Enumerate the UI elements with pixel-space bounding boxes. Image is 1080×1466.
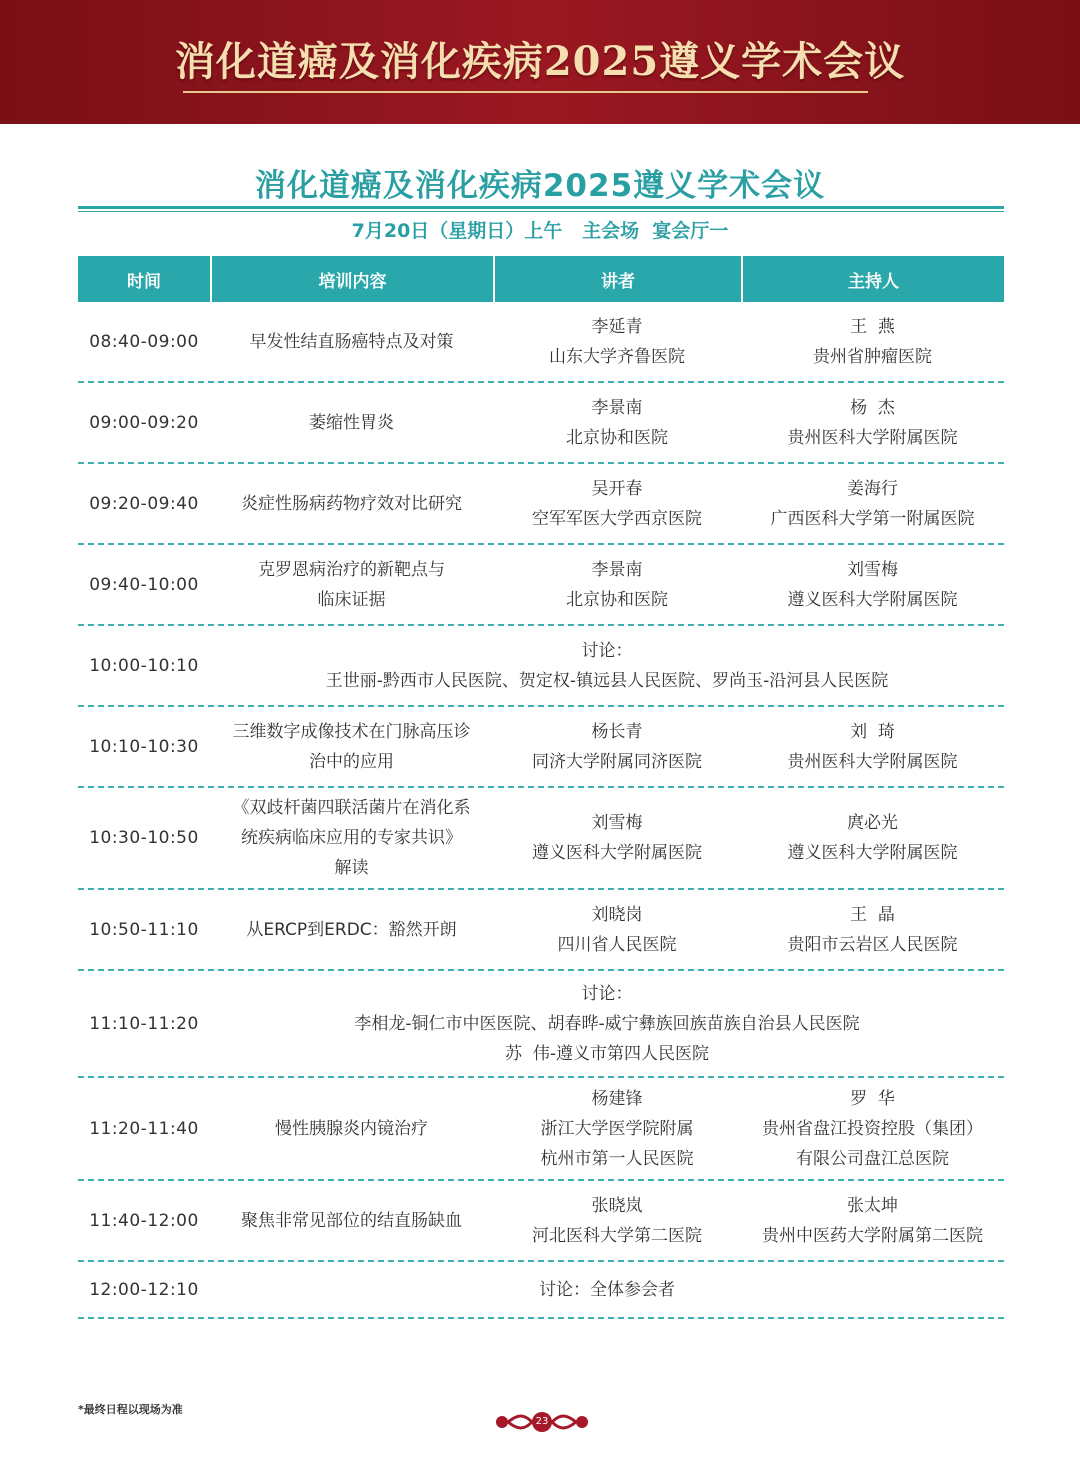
page-number: 23 xyxy=(532,1412,552,1432)
speaker-cell-line: 河北医科大学第二医院 xyxy=(532,1225,702,1246)
topic-cell-line: 三维数字成像技术在门脉高压诊 xyxy=(232,721,471,742)
header-banner xyxy=(0,0,1080,124)
topic-cell-line: 《双歧杆菌四联活菌片在消化系 xyxy=(232,798,471,818)
discussion-cell-line: 讨论： xyxy=(581,983,633,1004)
topic-cell-line: 解读 xyxy=(334,858,369,878)
host-cell xyxy=(741,545,1004,624)
speaker-cell-line: 浙江大学医学院附属 xyxy=(540,1118,694,1139)
table-row xyxy=(78,464,1004,545)
speaker-cell-line: 吴开春 xyxy=(591,478,643,499)
host-cell xyxy=(741,890,1004,969)
host-cell-line: 贵州中医药大学附属第二医院 xyxy=(762,1225,983,1246)
host-cell-line: 王 燕 xyxy=(850,316,895,337)
discussion-cell xyxy=(210,626,1004,705)
speaker-cell-line: 李景南 xyxy=(591,559,643,580)
speaker-cell-line: 李延青 xyxy=(591,316,643,337)
host-cell-line: 广西医科大学第一附属医院 xyxy=(770,508,975,529)
host-cell xyxy=(741,788,1004,888)
table-row xyxy=(78,383,1004,464)
title-divider xyxy=(78,206,1004,209)
host-cell-line: 遵义医科大学附属医院 xyxy=(787,843,958,863)
topic-cell xyxy=(210,788,493,888)
time-cell: 11:40-12:00 xyxy=(89,1210,199,1231)
page-title: 消化道癌及消化疾病2025遵义学术会议 xyxy=(254,168,826,204)
speaker-cell-line: 遵义医科大学附属医院 xyxy=(532,843,702,863)
header-speaker: 讲者 xyxy=(493,256,741,302)
host-cell-line: 姜海行 xyxy=(847,478,898,499)
time-cell: 11:10-11:20 xyxy=(89,1013,199,1034)
speaker-cell-line: 同济大学附属同济医院 xyxy=(532,751,702,772)
speaker-cell xyxy=(493,1078,741,1179)
page-number-ornament xyxy=(494,1408,590,1436)
topic-cell xyxy=(210,890,493,969)
speaker-cell-line: 杨长青 xyxy=(591,721,643,742)
host-cell-line: 遵义医科大学附属医院 xyxy=(787,589,958,610)
banner-title: 消化道癌及消化疾病2025遵义学术会议 xyxy=(174,38,906,85)
host-cell-line: 杨 杰 xyxy=(850,397,895,418)
speaker-cell xyxy=(493,707,741,786)
session-subtitle: 7月20日（星期日）上午 主会场 宴会厅一 xyxy=(351,220,729,242)
topic-cell-line: 慢性胰腺炎内镜治疗 xyxy=(275,1118,428,1139)
time-cell: 08:40-09:00 xyxy=(89,331,199,352)
host-cell xyxy=(741,302,1004,381)
time-cell: 10:00-10:10 xyxy=(89,655,199,676)
host-cell-line: 贵阳市云岩区人民医院 xyxy=(787,934,958,955)
time-cell: 09:00-09:20 xyxy=(89,412,199,433)
speaker-cell-line: 杨建锋 xyxy=(591,1088,643,1109)
host-cell xyxy=(741,1181,1004,1260)
table-row xyxy=(78,302,1004,383)
host-cell-line: 贵州医科大学附属医院 xyxy=(787,751,958,772)
topic-cell-line: 治中的应用 xyxy=(309,751,394,772)
table-row xyxy=(78,1181,1004,1262)
speaker-cell xyxy=(493,890,741,969)
table-row xyxy=(78,1078,1004,1181)
time-cell: 10:30-10:50 xyxy=(89,828,199,848)
footnote: *最终日程以现场为准 xyxy=(78,1403,183,1416)
topic-cell-line: 早发性结直肠癌特点及对策 xyxy=(249,331,454,352)
table-row xyxy=(78,626,1004,707)
topic-cell-line: 临床证据 xyxy=(317,589,386,610)
speaker-cell-line: 张晓岚 xyxy=(591,1195,643,1216)
host-cell xyxy=(741,1078,1004,1179)
topic-cell xyxy=(210,464,493,543)
banner-divider xyxy=(183,91,868,93)
host-cell-line: 庹必光 xyxy=(847,813,898,833)
topic-cell xyxy=(210,1078,493,1179)
topic-cell-line: 炎症性肠病药物疗效对比研究 xyxy=(241,493,462,514)
topic-cell-line: 从ERCP到ERDC：豁然开朗 xyxy=(246,919,457,940)
host-cell xyxy=(741,707,1004,786)
time-cell: 10:10-10:30 xyxy=(89,736,199,757)
speaker-cell xyxy=(493,464,741,543)
title-divider-thin xyxy=(78,211,1004,212)
topic-cell xyxy=(210,707,493,786)
speaker-cell-line: 北京协和医院 xyxy=(566,427,668,448)
speaker-cell-line: 李景南 xyxy=(591,397,643,418)
header-topic: 培训内容 xyxy=(210,256,493,302)
host-cell xyxy=(741,383,1004,462)
speaker-cell xyxy=(493,1181,741,1260)
speaker-cell xyxy=(493,788,741,888)
discussion-cell xyxy=(210,1262,1004,1317)
time-cell: 09:40-10:00 xyxy=(89,574,199,595)
host-cell-line: 罗 华 xyxy=(850,1088,895,1109)
table-row xyxy=(78,545,1004,626)
topic-cell xyxy=(210,302,493,381)
time-cell: 11:20-11:40 xyxy=(89,1118,199,1139)
speaker-cell-line: 刘雪梅 xyxy=(591,813,643,833)
table-row xyxy=(78,788,1004,890)
discussion-cell-line: 讨论：全体参会者 xyxy=(539,1279,675,1300)
topic-cell-line: 统疾病临床应用的专家共识》 xyxy=(241,828,462,848)
header-host: 主持人 xyxy=(741,256,1004,302)
host-cell-line: 贵州省盘江投资控股（集团） xyxy=(762,1118,983,1139)
schedule-table-body xyxy=(78,302,1004,1319)
host-cell-line: 王 晶 xyxy=(850,904,895,925)
time-cell: 10:50-11:10 xyxy=(89,919,199,940)
table-row xyxy=(78,707,1004,788)
speaker-cell-line: 杭州市第一人民医院 xyxy=(540,1148,694,1169)
time-cell: 12:00-12:10 xyxy=(89,1279,199,1300)
topic-cell xyxy=(210,1181,493,1260)
table-row xyxy=(78,971,1004,1078)
host-cell-line: 贵州医科大学附属医院 xyxy=(787,427,958,448)
host-cell-line: 刘 琦 xyxy=(850,721,895,742)
topic-cell xyxy=(210,545,493,624)
host-cell-line: 贵州省肿瘤医院 xyxy=(813,346,932,367)
discussion-cell-line: 王世丽-黔西市人民医院、贺定权-镇远县人民医院、罗尚玉-沿河县人民医院 xyxy=(325,670,889,691)
discussion-cell-line: 苏 伟-遵义市第四人民医院 xyxy=(505,1043,709,1064)
discussion-cell-line: 李相龙-铜仁市中医医院、胡春晔-威宁彝族回族苗族自治县人民医院 xyxy=(354,1013,860,1034)
discussion-cell xyxy=(210,971,1004,1076)
speaker-cell-line: 刘晓岗 xyxy=(591,904,643,925)
topic-cell xyxy=(210,383,493,462)
speaker-cell-line: 四川省人民医院 xyxy=(557,934,677,955)
host-cell-line: 刘雪梅 xyxy=(847,559,898,580)
table-row xyxy=(78,1262,1004,1319)
table-header xyxy=(78,256,1004,302)
time-cell: 09:20-09:40 xyxy=(89,493,199,514)
host-cell-line: 张太坤 xyxy=(847,1195,898,1216)
speaker-cell-line: 空军军医大学西京医院 xyxy=(532,508,702,529)
header-time: 时间 xyxy=(78,256,210,302)
speaker-cell-line: 北京协和医院 xyxy=(566,589,668,610)
table-row xyxy=(78,890,1004,971)
speaker-cell xyxy=(493,545,741,624)
speaker-cell xyxy=(493,302,741,381)
speaker-cell-line: 山东大学齐鲁医院 xyxy=(549,346,685,367)
speaker-cell xyxy=(493,383,741,462)
topic-cell-line: 克罗恩病治疗的新靶点与 xyxy=(258,559,445,580)
discussion-cell-line: 讨论： xyxy=(581,640,633,661)
host-cell-line: 有限公司盘江总医院 xyxy=(796,1148,949,1169)
host-cell xyxy=(741,464,1004,543)
topic-cell-line: 聚焦非常见部位的结直肠缺血 xyxy=(241,1210,462,1231)
topic-cell-line: 萎缩性胃炎 xyxy=(309,412,394,433)
